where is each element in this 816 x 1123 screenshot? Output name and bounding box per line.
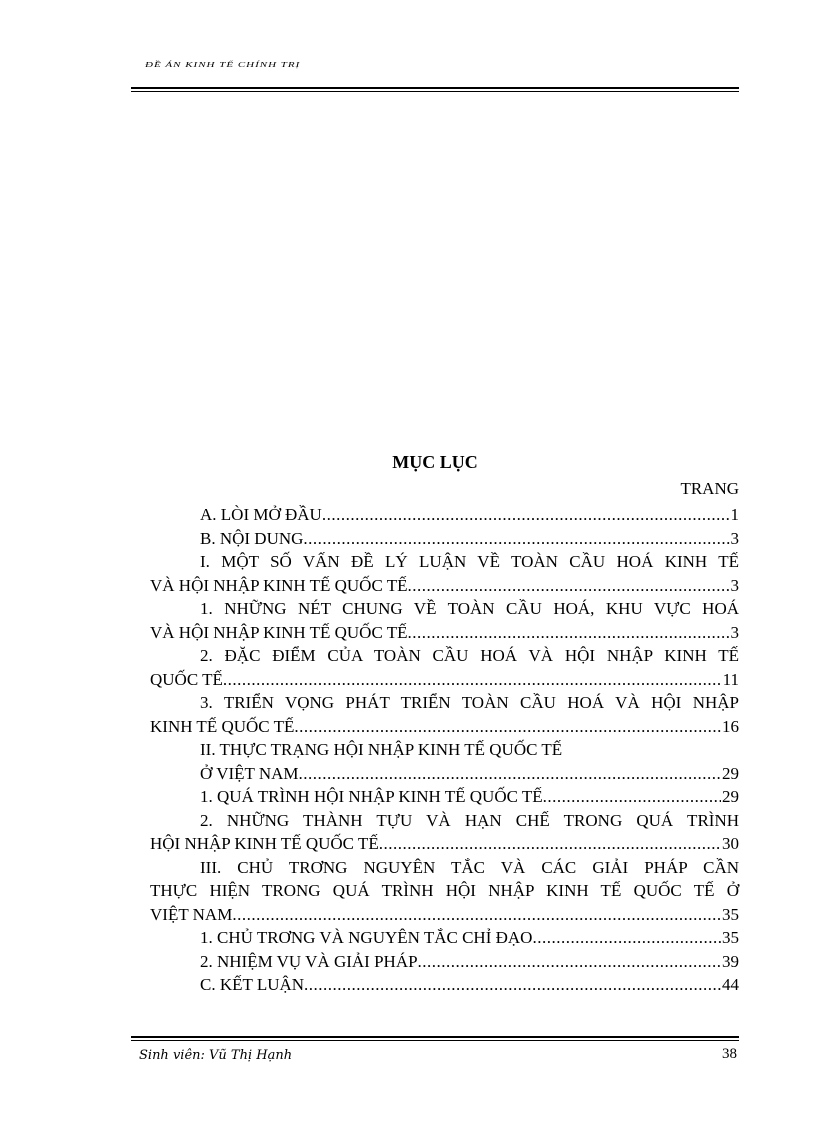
toc-entry-title: VIỆT NAM (150, 904, 233, 924)
toc-entry-line: THỰC HIỆN TRONG QUÁ TRÌNH HỘI NHẬP KINH TẾ QUỐC TẾ Ở (150, 881, 739, 900)
toc-leader-dots (223, 668, 722, 692)
toc-entry-line: II. THỰC TRẠNG HỘI NHẬP KINH TẾ QUỐC TẾ (200, 740, 563, 759)
toc-leader-dots (408, 621, 730, 645)
toc-entry-page: 29 (722, 787, 739, 806)
toc-entry-title: C. KẾT LUẬN (200, 975, 305, 994)
toc-entry-line: 2. NHỮNG THÀNH TỰU VÀ HẠN CHẾ TRONG QUÁ TRÌNH (200, 810, 739, 830)
toc-entry-title: Ở VIỆT NAM (200, 763, 299, 783)
toc-leader-dots (232, 903, 721, 927)
toc-entry-page: 39 (722, 951, 739, 971)
toc-leader-dots (379, 832, 721, 856)
toc-entry-page: 3 (730, 575, 739, 595)
toc-entry (150, 973, 739, 997)
toc-entry-page: 30 (722, 834, 739, 853)
toc-entry (150, 503, 739, 527)
toc-page-label: TRANG (680, 479, 739, 498)
toc-leader-dots (418, 950, 721, 974)
toc-entry (150, 527, 739, 551)
toc-entry (150, 715, 739, 739)
toc-leader-dots (294, 715, 721, 739)
toc-entry-title: 1. CHỦ TRƠNG VÀ NGUYÊN TẮC CHỈ ĐẠO (200, 928, 533, 947)
toc-entry (150, 926, 739, 950)
toc-entry-page: 29 (722, 763, 739, 783)
toc-entry-line: III. CHỦ TRƠNG NGUYÊN TẮC VÀ CÁC GIẢI PHÁP CẦN (200, 857, 739, 877)
toc-entry-page: 35 (722, 904, 739, 924)
toc-leader-dots (303, 527, 729, 551)
toc-entry (150, 785, 739, 809)
toc-entry-page: 35 (722, 928, 739, 947)
toc-entry-line: I. MỘT SỐ VẤN ĐỀ LÝ LUẬN VỀ TOÀN CẦU HOÁ KINH TẾ (200, 552, 739, 571)
toc-entry (150, 762, 739, 786)
toc-entry-page: 11 (722, 669, 739, 689)
footer-author: Sinh viên: Vũ Thị Hạnh (139, 1048, 293, 1063)
toc-entry (150, 950, 739, 974)
toc-entry (150, 621, 739, 645)
toc-entry-title: 1. QUÁ TRÌNH HỘI NHẬP KINH TẾ QUỐC TẾ (200, 787, 543, 806)
toc-leader-dots (299, 762, 721, 786)
toc-entry-title: QUỐC TẾ (150, 669, 223, 689)
toc-entry-title: KINH TẾ QUỐC TẾ (150, 716, 295, 736)
toc-entry-page: 1 (730, 505, 739, 524)
toc-leader-dots (543, 785, 721, 809)
toc-entry-title: VÀ HỘI NHẬP KINH TẾ QUỐC TẾ (150, 622, 408, 642)
toc-leader-dots (408, 574, 730, 598)
header-rule (131, 87, 739, 93)
toc-leader-dots (532, 926, 721, 950)
toc-leader-dots (304, 973, 721, 997)
toc-entry (150, 903, 739, 927)
toc-entry-page: 16 (722, 716, 739, 736)
toc-entry (150, 574, 739, 598)
toc-entry-page: 44 (722, 975, 739, 994)
footer-rule (131, 1036, 739, 1042)
page-number: 38 (722, 1046, 737, 1062)
toc-entry (150, 668, 739, 692)
running-header: ĐỀ ÁN KINH TẾ CHÍNH TRỊ (145, 60, 301, 69)
toc-title: MỤC LỤC (392, 452, 478, 472)
toc-entry-title: 2. NHIỆM VỤ VÀ GIẢI PHÁP (200, 951, 418, 971)
toc-entry-page: 3 (730, 528, 739, 548)
toc-entry-title: A. LÒI MỞ ĐẦU (200, 505, 322, 524)
toc-entry-line: 2. ĐẶC ĐIỂM CỦA TOÀN CẦU HOÁ VÀ HỘI NHẬP KINH TẾ (200, 646, 739, 665)
toc-entry (150, 832, 739, 856)
toc-leader-dots (322, 503, 730, 527)
toc-entry-title: B. NỘI DUNG (200, 528, 304, 548)
toc-entry-title: VÀ HỘI NHẬP KINH TẾ QUỐC TẾ (150, 575, 408, 595)
toc-entry-line: 3. TRIỂN VỌNG PHÁT TRIỂN TOÀN CẦU HOÁ VÀ HỘI NHẬP (200, 693, 739, 712)
table-of-contents (150, 503, 739, 997)
toc-entry-line: 1. NHỮNG NÉT CHUNG VỀ TOÀN CẦU HOÁ, KHU VỰC HOÁ (200, 599, 739, 618)
toc-entry-page: 3 (730, 622, 739, 642)
toc-entry-title: HỘI NHẬP KINH TẾ QUỐC TẾ (150, 834, 379, 853)
